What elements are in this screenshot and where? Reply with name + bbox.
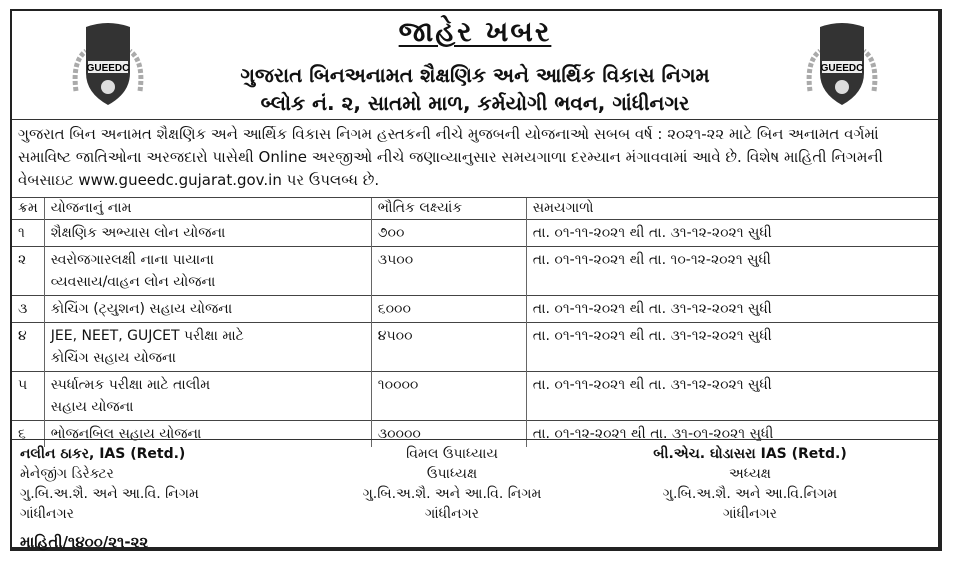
cell: શૈક્ષણિક અભ્યાસ લોન યોજના — [44, 220, 371, 247]
cell: ૬ — [12, 421, 44, 448]
cell: સ્વરોજગારલક્ષી નાના પાયાના વ્યવસાય/વાહન લોન યોજના — [44, 247, 371, 296]
cell: તા. ૦૧-૧૧-૨૦૨૧ થી તા. ૩૧-૧૨-૨૦૨૧ સુધી — [526, 220, 938, 247]
signatory-name: બી.એચ. ઘોડાસરા IAS (Retd.) — [653, 446, 847, 462]
cell: ૨ — [12, 247, 44, 296]
cell: સ્પર્ધાત્મક પરીક્ષા માટે તાલીમ સહાય યોજના — [44, 372, 371, 421]
page-title: જાહેર ખબર — [398, 15, 552, 48]
column-header: ક્રમ — [12, 198, 44, 220]
cell: JEE, NEET, GUJCET પરીક્ષા માટે કોચિંગ સહાય યોજના — [44, 323, 371, 372]
table-row — [12, 247, 938, 296]
cell: ૩૫૦૦ — [371, 247, 526, 296]
table-row — [12, 296, 938, 323]
signatory-vice-chairman — [332, 444, 572, 524]
signatory-role: ઉપાધ્યક્ષ — [426, 466, 478, 482]
signatory-place: ગાંધીનગર — [425, 506, 479, 522]
signatory-org: ગુ.બિ.અ.શૈ. અને આ.વિ.નિગમ — [662, 486, 838, 502]
schemes-table — [12, 197, 938, 447]
table-row — [12, 372, 938, 421]
cell: ભોજનબિલ સહાય યોજના — [44, 421, 371, 448]
cell: તા. ૦૧-૧૨-૨૦૨૧ થી તા. ૩૧-૦૧-૨૦૨૧ સુધી — [526, 421, 938, 448]
cell: ૪ — [12, 323, 44, 372]
header — [12, 11, 938, 120]
cell: ૩૦૦૦૦ — [371, 421, 526, 448]
cell: ૪૫૦૦ — [371, 323, 526, 372]
organization-address: બ્લોક નં. ૨, સાતમો માળ, કર્મયોગી ભવન, ગાંધીનગર — [260, 91, 690, 115]
signatory-role: મેનેજીંગ ડિરેક્ટર — [20, 466, 114, 482]
svg-text:GUEEDC: GUEEDC — [86, 63, 130, 74]
column-header: સમયગાળો — [526, 198, 938, 220]
cell: તા. ૦૧-૧૧-૨૦૨૧ થી તા. ૩૧-૧૨-૨૦૨૧ સુધી — [526, 372, 938, 421]
cell: કોચિંગ (ટ્યુશન) સહાય યોજના — [44, 296, 371, 323]
cell: ૧૦૦૦૦ — [371, 372, 526, 421]
signatory-role: અધ્યક્ષ — [729, 466, 771, 482]
table-row — [12, 323, 938, 372]
signatory-md — [20, 444, 199, 524]
cell: ૬૦૦૦ — [371, 296, 526, 323]
cell: ૩ — [12, 296, 44, 323]
cell: ૫ — [12, 372, 44, 421]
gueedc-logo — [806, 21, 878, 113]
signatory-name: નલીન ઠાકર, IAS (Retd.) — [20, 446, 186, 462]
intro-paragraph: ગુજરાત બિન અનામત શૈક્ષણિક અને આર્થિક વિકાસ નિગમ હસ્તકની નીચે મુજબની યોજનાઓ સબબ વર્ષ : ૨૦૨૧-૨૨ માટે બિન અનામત વર્ગમાં સમાવિષ્ટ જાતિઓના અરજદારો પાસેથી Online અરજીઓ નીચે જણાવ્યાનુસાર સમયગાળા દરમ્યાન મંગાવવામાં આવે છે. વિશેષ માહિતી નિગમની વેબસાઇટ www.gueedc.gujarat.gov.in પર ઉપલબ્ધ છે. — [18, 125, 883, 189]
signatory-org: ગુ.બિ.અ.શૈ. અને આ.વિ. નિગમ — [20, 486, 199, 502]
cell: તા. ૦૧-૧૧-૨૦૨૧ થી તા. ૩૧-૧૨-૨૦૨૧ સુધી — [526, 296, 938, 323]
organization-name: ગુજરાત બિનઅનામત શૈક્ષણિક અને આર્થિક વિકાસ નિગમ — [240, 63, 710, 87]
signatory-name: વિમલ ઉપાધ્યાય — [406, 446, 498, 462]
column-header: ભૌતિક લક્ષ્યાંક — [371, 198, 526, 220]
signatory-place: ગાંધીનગર — [723, 506, 777, 522]
table-row — [12, 220, 938, 247]
column-header: યોજનાનું નામ — [44, 198, 371, 220]
signatures — [12, 439, 938, 551]
advertisement — [10, 9, 942, 551]
signatory-chairman — [630, 444, 870, 524]
signatory-place: ગાંધીનગર — [20, 506, 74, 522]
signatory-org: ગુ.બિ.અ.શૈ. અને આ.વિ. નિગમ — [362, 486, 542, 502]
cell: ૧ — [12, 220, 44, 247]
cell: તા. ૦૧-૧૧-૨૦૨૧ થી તા. ૩૧-૧૨-૨૦૨૧ સુધી — [526, 323, 938, 372]
cell: તા. ૦૧-૧૧-૨૦૨૧ થી તા. ૧૦-૧૨-૨૦૨૧ સુધી — [526, 247, 938, 296]
table-header-row — [12, 198, 938, 220]
reference-number: માહિતી/૧૪૦૦/૨૧-૨૨ — [20, 533, 149, 551]
cell: ૭૦૦ — [371, 220, 526, 247]
svg-text:GUEEDC: GUEEDC — [820, 63, 864, 74]
